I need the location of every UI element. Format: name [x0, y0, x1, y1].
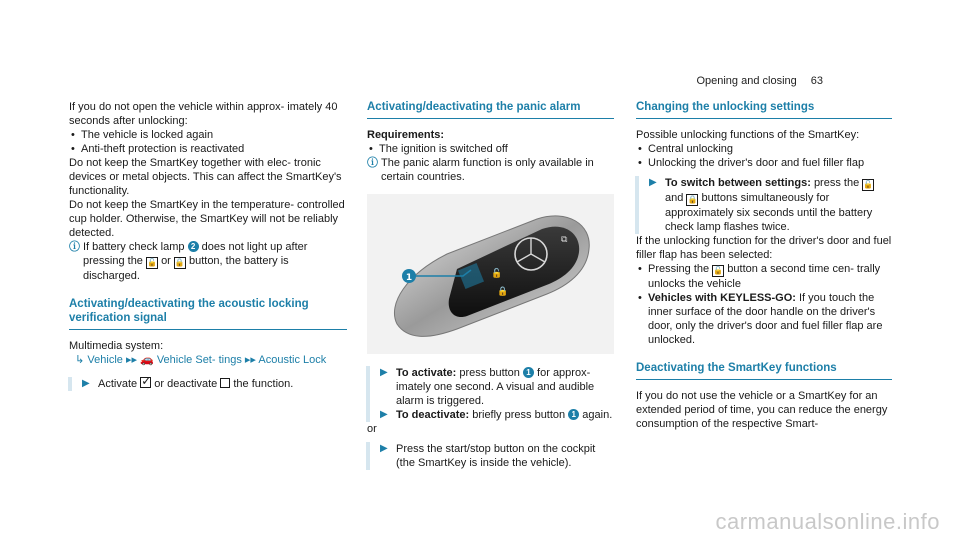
step-arrow-icon: ▶ — [380, 443, 388, 454]
paragraph-unlock-functions: Possible unlocking functions of the SmartKey: — [636, 129, 860, 141]
checkbox-empty-icon — [220, 378, 230, 388]
heading-deactivating-smartkey: Deactivating the SmartKey functions — [636, 361, 892, 380]
menu-vehicle-settings: Vehicle Set- tings — [156, 354, 242, 366]
step-arrow-icon: ▶ — [82, 378, 90, 389]
or-label: or — [367, 423, 377, 435]
lock-icon: 🔒 — [687, 195, 698, 204]
callout-badge: 1 — [405, 273, 413, 283]
step-start-stop: ▶ Press the start/stop button on the cockpit (the SmartKey is inside the vehicle). — [366, 442, 614, 470]
smartkey-image — [367, 194, 614, 354]
double-chevron-icon: ▸▸ — [244, 354, 259, 366]
paragraph-driver-door-selected: If the unlocking function for the driver's door and fuel filler flap has been selected: — [636, 235, 892, 261]
bullet-keyless-go: • Vehicles with KEYLESS-GO: If you touch the inner surface of the door handle on the driver's door, only the driver's door and fuel filler flap are unlocked. — [636, 291, 892, 347]
checkbox-checked-icon — [140, 377, 151, 388]
paragraph-cup-holder: Do not keep the SmartKey in the temperature- controlled cup holder. Otherwise, the SmartKey will not be reliably detected. — [69, 199, 345, 239]
step-activate-panic: ▶ To activate: press button 1 for approx- imately one second. A visual and audible alarm is triggered. — [380, 367, 595, 407]
column-middle — [367, 100, 614, 470]
unlock-icon: 🔓 — [147, 258, 157, 267]
requirements-label: Requirements: — [367, 129, 445, 141]
page-header — [696, 74, 823, 88]
info-icon: ⓘ — [367, 157, 378, 169]
svg-text:⧉: ⧉ — [561, 235, 568, 245]
heading-unlocking-settings: Changing the unlocking settings — [636, 100, 892, 119]
step-arrow-icon: ▶ — [380, 409, 388, 420]
callout-badge: 1 — [568, 409, 579, 420]
note-battery: ⓘ If battery check lamp 2 does not light up after pressing the 🔓 or 🔒 button, the battery is discharged. — [69, 241, 308, 282]
paragraph-deactivate-smartkey: If you do not use the vehicle or a SmartKey for an extended period of time, you can reduce the energy consumption of the respective Smart- — [636, 390, 888, 430]
column-left — [69, 100, 347, 391]
bullet-central-unlocking: • Central unlocking — [636, 142, 892, 156]
bullet-press-twice: • Pressing the 🔓 button a second time cen- trally unlocks the vehicle — [636, 262, 892, 291]
menu-arrow-icon: ↳ — [69, 354, 85, 366]
callout-badge: 1 — [523, 367, 534, 378]
step-switch-settings: ▶ To switch between settings: press the 🔓 and 🔒 buttons simultaneously for approximately six seconds until the battery check lamp flashes twice. — [635, 176, 892, 234]
column-right — [636, 100, 892, 431]
step-arrow-icon: ▶ — [649, 177, 657, 188]
bullet-antitheft: • Anti-theft protection is reactivated — [69, 142, 347, 156]
unlock-icon: 🔓 — [863, 180, 874, 189]
page-section-title: Opening and closing — [696, 75, 797, 87]
svg-text:🔒: 🔒 — [497, 287, 509, 297]
menu-intro: Multimedia system: — [69, 340, 164, 352]
page-number: 63 — [810, 75, 823, 87]
watermark-text: carmanualsonline.info — [715, 509, 940, 533]
steps-panic — [366, 366, 614, 422]
bullet-locked-again: • The vehicle is locked again — [69, 128, 347, 142]
paragraph-electronic-devices: Do not keep the SmartKey together with elec- tronic devices or metal objects. This can affect the SmartKey's functionality. — [69, 157, 342, 197]
heading-acoustic-lock: Activating/deactivating the acoustic locking verification signal — [69, 297, 347, 330]
paragraph-relock: If you do not open the vehicle within approx- imately 40 seconds after unlocking: — [69, 101, 338, 127]
step-activate-acoustic: ▶ Activate ✓ or deactivate the function. — [68, 377, 347, 391]
info-icon: ⓘ — [69, 241, 80, 253]
svg-text:🔓: 🔓 — [491, 269, 503, 279]
menu-path — [69, 353, 347, 367]
bullet-driver-door: • Unlocking the driver's door and fuel filler flap — [636, 156, 892, 170]
callout-badge: 2 — [188, 241, 199, 252]
car-settings-icon: 🚗 — [140, 354, 154, 366]
note-panic-countries: ⓘ The panic alarm function is only available in certain countries. — [367, 157, 594, 183]
smartkey-illustration — [367, 194, 614, 354]
menu-acoustic-lock: Acoustic Lock — [258, 354, 327, 366]
step-deactivate-panic: ▶ To deactivate: briefly press button 1 again. — [380, 409, 613, 421]
lock-icon: 🔒 — [174, 258, 185, 267]
double-chevron-icon: ▸▸ — [125, 354, 141, 366]
bullet-ignition-off: • The ignition is switched off — [367, 142, 614, 156]
unlock-icon: 🔓 — [713, 266, 724, 275]
step-arrow-icon: ▶ — [380, 367, 388, 378]
heading-panic-alarm: Activating/deactivating the panic alarm — [367, 100, 614, 119]
menu-vehicle: Vehicle — [87, 354, 123, 366]
